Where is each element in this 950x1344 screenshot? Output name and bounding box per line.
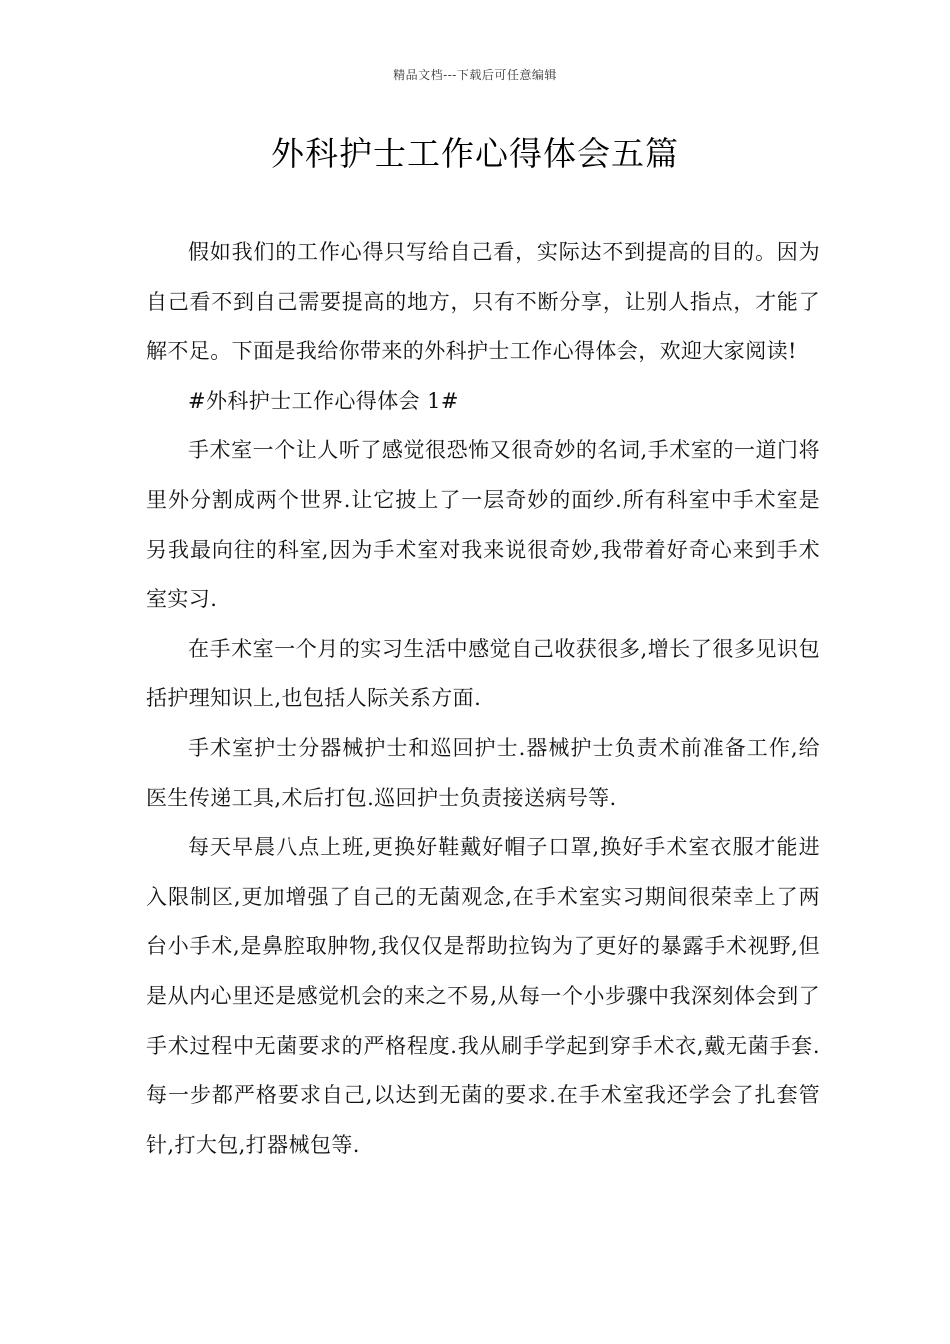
document-title: 外科护士工作心得体会五篇 bbox=[271, 134, 679, 173]
document-body bbox=[146, 228, 820, 1170]
body-paragraph: 每天早晨八点上班,更换好鞋戴好帽子口罩,换好手术室衣服才能进入限制区,更加增强了自己的无菌观念,在手术室实习期间很荣幸上了两台小手术,是鼻腔取肿物,我仅仅是帮助拉钩为了更好的暴露手术视野,但是从内心里还是感觉机会的来之不易,从每一个小步骤中我深刻体会到了手术过程中无菌要求的严格程度.我从刷手学起到穿手术衣,戴无菌手套.每一步都严格要求自己,以达到无菌的要求.在手术室我还学会了扎套管针,打大包,打器械包等. bbox=[146, 835, 820, 1157]
body-paragraph: 手术室一个让人听了感觉很恐怖又很奇妙的名词,手术室的一道门将里外分割成两个世界.让它披上了一层奇妙的面纱.所有科室中手术室是另我最向往的科室,因为手术室对我来说很奇妙,我带着好奇心来到手术室实习. bbox=[146, 438, 820, 612]
section-heading: #外科护士工作心得体会 1# bbox=[188, 388, 459, 413]
body-paragraph: 在手术室一个月的实习生活中感觉自己收获很多,增长了很多见识包括护理知识上,也包括人际关系方面. bbox=[146, 636, 820, 711]
header-note: 精品文档---下载后可任意编辑 bbox=[393, 68, 557, 82]
body-paragraph: 手术室护士分器械护士和巡回护士.器械护士负责术前准备工作,给医生传递工具,术后打包.巡回护士负责接送病号等. bbox=[146, 735, 820, 810]
intro-paragraph: 假如我们的工作心得只写给自己看，实际达不到提高的目的。因为自己看不到自己需要提高的地方，只有不断分享，让别人指点，才能了解不足。下面是我给你带来的外科护士工作心得体会，欢迎大家阅读! bbox=[146, 240, 820, 364]
